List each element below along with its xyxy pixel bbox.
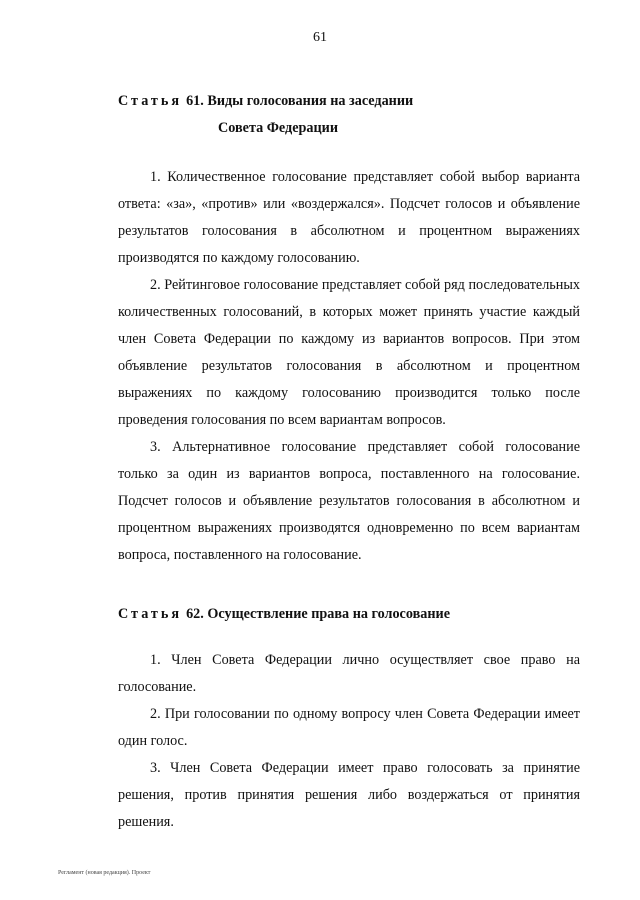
article-61-paragraph-2: 2. Рейтинговое голосование представляет собой ряд последовательных количественных голосований, в которых может принять участие каждый член Совета Федерации по каждому из вариантов вопросов. При этом объявление результатов голосования в абсолютном и процентном выражениях по каждому голосованию производится только после проведения голосования по всем вариантам вопросов. [118,277,580,428]
article-62-paragraph-3: 3. Член Совета Федерации имеет право голосовать за принятие решения, против принятия решения либо воздержаться от принятия решения. [118,760,580,830]
footer-note: Регламент (новая редакция). Проект [58,870,151,876]
article-61-paragraph-1: 1. Количественное голосование представляет собой выбор варианта ответа: «за», «против» или «воздержался». Подсчет голосов и объявление результатов голосования в абсолютном и процентном выражениях производятся по каждому голосованию. [118,169,580,266]
article-61-label: Статья [118,93,183,109]
article-61-title-line2: Совета Федерации [218,120,339,136]
article-62-paragraph-2: 2. При голосовании по одному вопросу член Совета Федерации имеет один голос. [118,706,580,749]
article-62 [118,601,580,836]
article-62-heading [118,601,580,628]
article-61-paragraph-3: 3. Альтернативное голосование представляет собой голосование только за один из вариантов вопроса, поставленного на голосование. Подсчет голосов и объявление результатов голосования в абсолютном и процентном выражениях производятся одновременно по всем вариантам вопроса, поставленного на голосование. [118,439,580,563]
page-number: 61 [313,30,327,45]
article-62-paragraph-1: 1. Член Совета Федерации лично осуществляет свое право на голосование. [118,652,580,695]
article-61 [118,88,580,569]
article-61-title-line1: 61. Виды голосования на заседании [186,93,414,109]
document-body [118,88,580,836]
article-61-heading [118,88,580,142]
article-62-label: Статья [118,606,183,622]
article-62-title: 62. Осуществление права на голосование [186,606,451,622]
